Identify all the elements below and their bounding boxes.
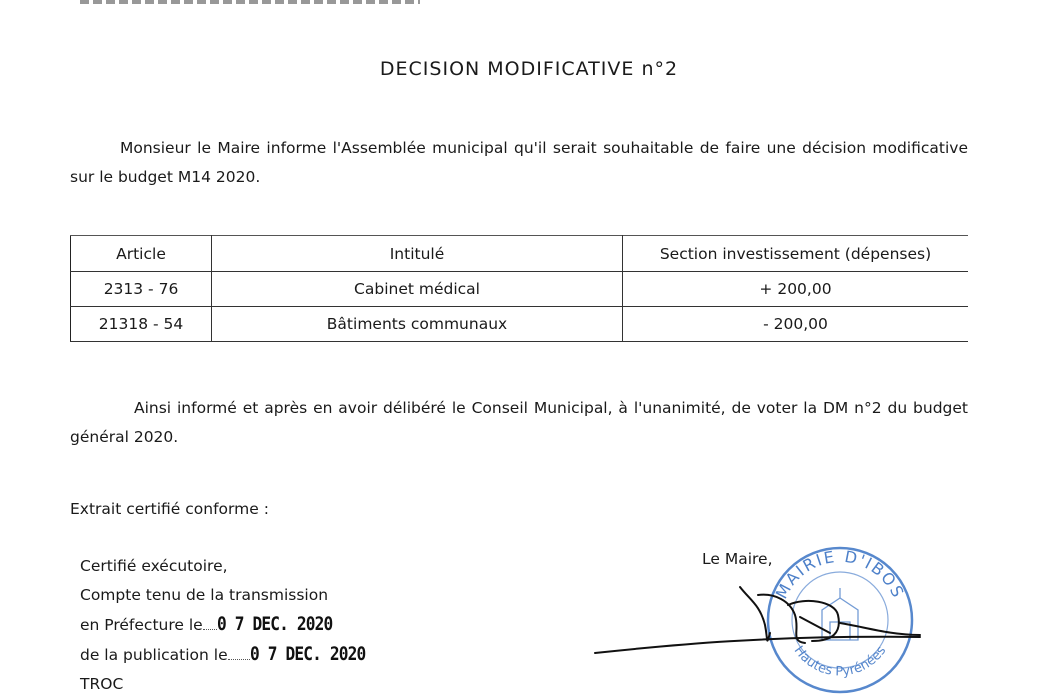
certification-block xyxy=(80,552,385,699)
seal-text-bottom: Hautes Pyrénées xyxy=(790,643,890,680)
cell-amount: + 200,00 xyxy=(623,272,969,307)
dotted-leader xyxy=(203,617,217,630)
intro-paragraph: Monsieur le Maire informe l'Assemblée municipal qu'il serait souhaitable de faire une décision modificative sur le budget M14 2020. xyxy=(70,139,968,186)
column-header-intitule: Intitulé xyxy=(212,236,623,272)
publication-date-stamp: 0 7 DEC. 2020 xyxy=(249,643,366,665)
seal-text: MAIRIE D'IBOS xyxy=(771,546,909,602)
extrait-label: Extrait certifié conforme : xyxy=(70,500,269,518)
signatory-label: Le Maire, xyxy=(702,550,773,568)
cell-article: 21318 - 54 xyxy=(71,307,212,342)
cell-article: 2313 - 76 xyxy=(71,272,212,307)
budget-table xyxy=(70,235,968,342)
document-title: DECISION MODIFICATIVE n°2 xyxy=(379,58,679,80)
table-row xyxy=(71,307,969,342)
table-header-row xyxy=(71,236,969,272)
cert-line-executoire: Certifié exécutoire, xyxy=(80,557,228,575)
prefecture-label: en Préfecture le xyxy=(80,616,203,634)
column-header-section: Section investissement (dépenses) xyxy=(623,236,969,272)
prefecture-date-stamp: 0 7 DEC. 2020 xyxy=(216,613,333,635)
dotted-leader xyxy=(228,647,250,660)
cert-line-publication xyxy=(80,640,385,670)
mayor-signature xyxy=(590,575,940,675)
column-header-article: Article xyxy=(71,236,212,272)
table-row xyxy=(71,272,969,307)
cert-line-cropped: TROC xyxy=(80,675,124,693)
cropped-header-text xyxy=(80,0,420,4)
cell-intitule: Bâtiments communaux xyxy=(212,307,623,342)
cert-line-prefecture xyxy=(80,610,385,640)
cell-amount: - 200,00 xyxy=(623,307,969,342)
cell-intitule: Cabinet médical xyxy=(212,272,623,307)
decision-paragraph: Ainsi informé et après en avoir délibéré le Conseil Municipal, à l'unanimité, de voter la DM n°2 du budget général 2020. xyxy=(70,399,968,446)
cert-line-transmission: Compte tenu de la transmission xyxy=(80,586,329,604)
publication-label: de la publication le xyxy=(80,646,228,664)
